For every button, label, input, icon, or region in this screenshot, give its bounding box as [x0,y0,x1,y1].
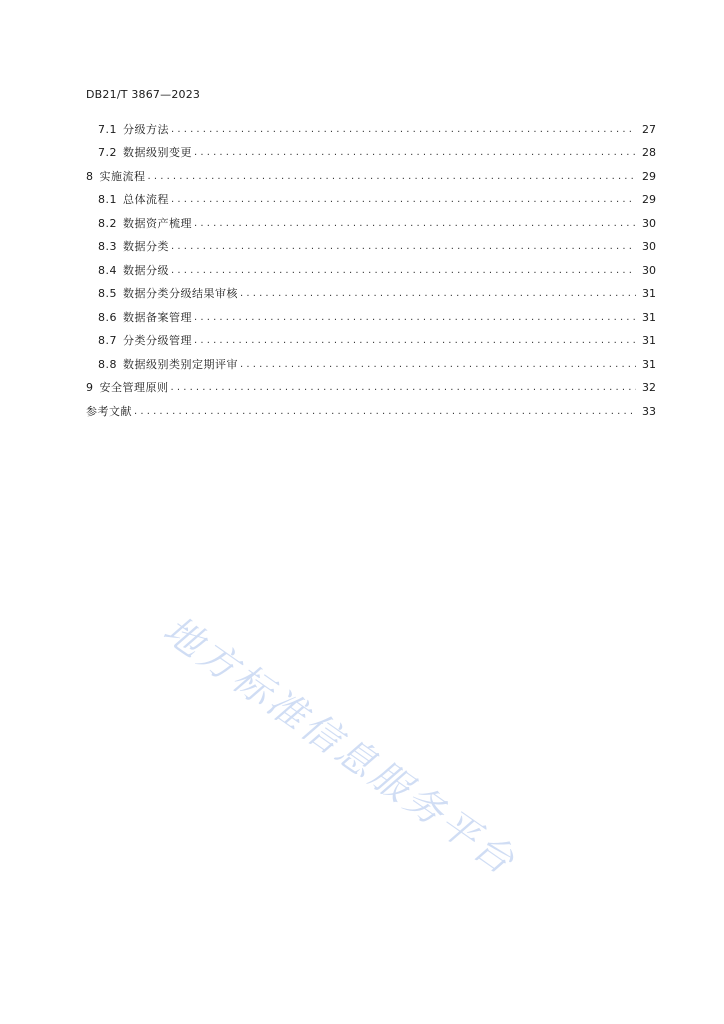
toc-entry[interactable] [86,142,656,166]
toc-entry-label [98,123,171,137]
toc-leader-dots [171,264,636,278]
toc-entry-number: 8.5 [98,287,117,301]
toc-entry-title: 分类分级管理 [123,334,192,348]
toc-entry[interactable] [86,259,656,283]
toc-entry-title: 数据备案管理 [123,310,192,324]
toc-leader-dots [194,311,636,325]
toc-entry-label [98,193,171,207]
toc-entry[interactable] [86,330,656,354]
toc-entry-page: 30 [642,263,656,277]
toc-entry[interactable] [86,400,656,424]
toc-entry-title: 实施流程 [99,169,146,183]
toc-entry-page: 31 [642,357,656,371]
toc-leader-dots [194,334,636,348]
toc-entry-page: 31 [642,287,656,301]
toc-entry-number: 8.8 [98,357,117,371]
toc-entry-title: 数据资产梳理 [123,216,192,230]
toc-entry-page: 27 [642,122,656,136]
toc-entry-label [98,264,171,278]
toc-entry-label [98,358,240,372]
toc-entry-page: 28 [642,146,656,160]
toc-entry-page: 31 [642,310,656,324]
toc-entry-title: 参考文献 [86,404,132,418]
toc-entry-title: 数据分类分级结果审核 [123,287,238,301]
toc-entry-number: 8.1 [98,193,117,207]
toc-entry-label [86,381,171,395]
toc-entry-page: 32 [642,381,656,395]
toc-entry-title: 数据级别变更 [123,146,192,160]
toc-entry-label [98,146,194,160]
toc-entry[interactable] [86,283,656,307]
toc-entry-label [98,240,171,254]
toc-leader-dots [171,123,636,137]
toc-entry-page: 29 [642,193,656,207]
toc-entry-number: 8.7 [98,334,117,348]
toc-entry[interactable] [86,189,656,213]
toc-entry-title: 数据分级 [123,263,169,277]
toc-leader-dots [148,170,637,184]
toc-leader-dots [171,193,636,207]
document-code: DB21/T 3867—2023 [86,88,201,101]
toc-entry[interactable] [86,353,656,377]
toc-leader-dots [171,381,637,395]
toc-entry-title: 分级方法 [123,122,169,136]
toc-entry-number: 8.3 [98,240,117,254]
toc-entry-number: 9 [86,381,94,395]
toc-entry-label [98,217,194,231]
toc-entry-label [98,287,240,301]
toc-entry-label [98,311,194,325]
toc-entry-number: 8 [86,169,94,183]
toc-entry-label [86,405,134,419]
toc-leader-dots [134,405,636,419]
watermark-text: 地方标准信息服务平台 [155,607,525,885]
toc-entry-number: 8.2 [98,216,117,230]
toc-entry[interactable] [86,165,656,189]
toc-entry-page: 29 [642,169,656,183]
toc-leader-dots [171,240,636,254]
toc-entry-number: 7.1 [98,122,117,136]
toc-entry-label [98,334,194,348]
toc-entry-page: 30 [642,216,656,230]
toc-entry[interactable] [86,306,656,330]
toc-entry-number: 7.2 [98,146,117,160]
toc-entry-title: 数据级别类别定期评审 [123,357,238,371]
table-of-contents [86,118,656,424]
toc-entry[interactable] [86,236,656,260]
toc-entry-page: 30 [642,240,656,254]
toc-leader-dots [194,146,636,160]
toc-entry-page: 33 [642,404,656,418]
toc-entry[interactable] [86,212,656,236]
toc-entry-number: 8.4 [98,263,117,277]
toc-entry-title: 总体流程 [123,193,169,207]
toc-leader-dots [240,287,636,301]
toc-entry-page: 31 [642,334,656,348]
toc-entry-title: 安全管理原则 [99,381,169,395]
toc-entry[interactable] [86,118,656,142]
toc-leader-dots [194,217,636,231]
toc-leader-dots [240,358,636,372]
toc-entry-number: 8.6 [98,310,117,324]
toc-entry-label [86,170,148,184]
toc-entry-title: 数据分类 [123,240,169,254]
toc-entry[interactable] [86,377,656,401]
